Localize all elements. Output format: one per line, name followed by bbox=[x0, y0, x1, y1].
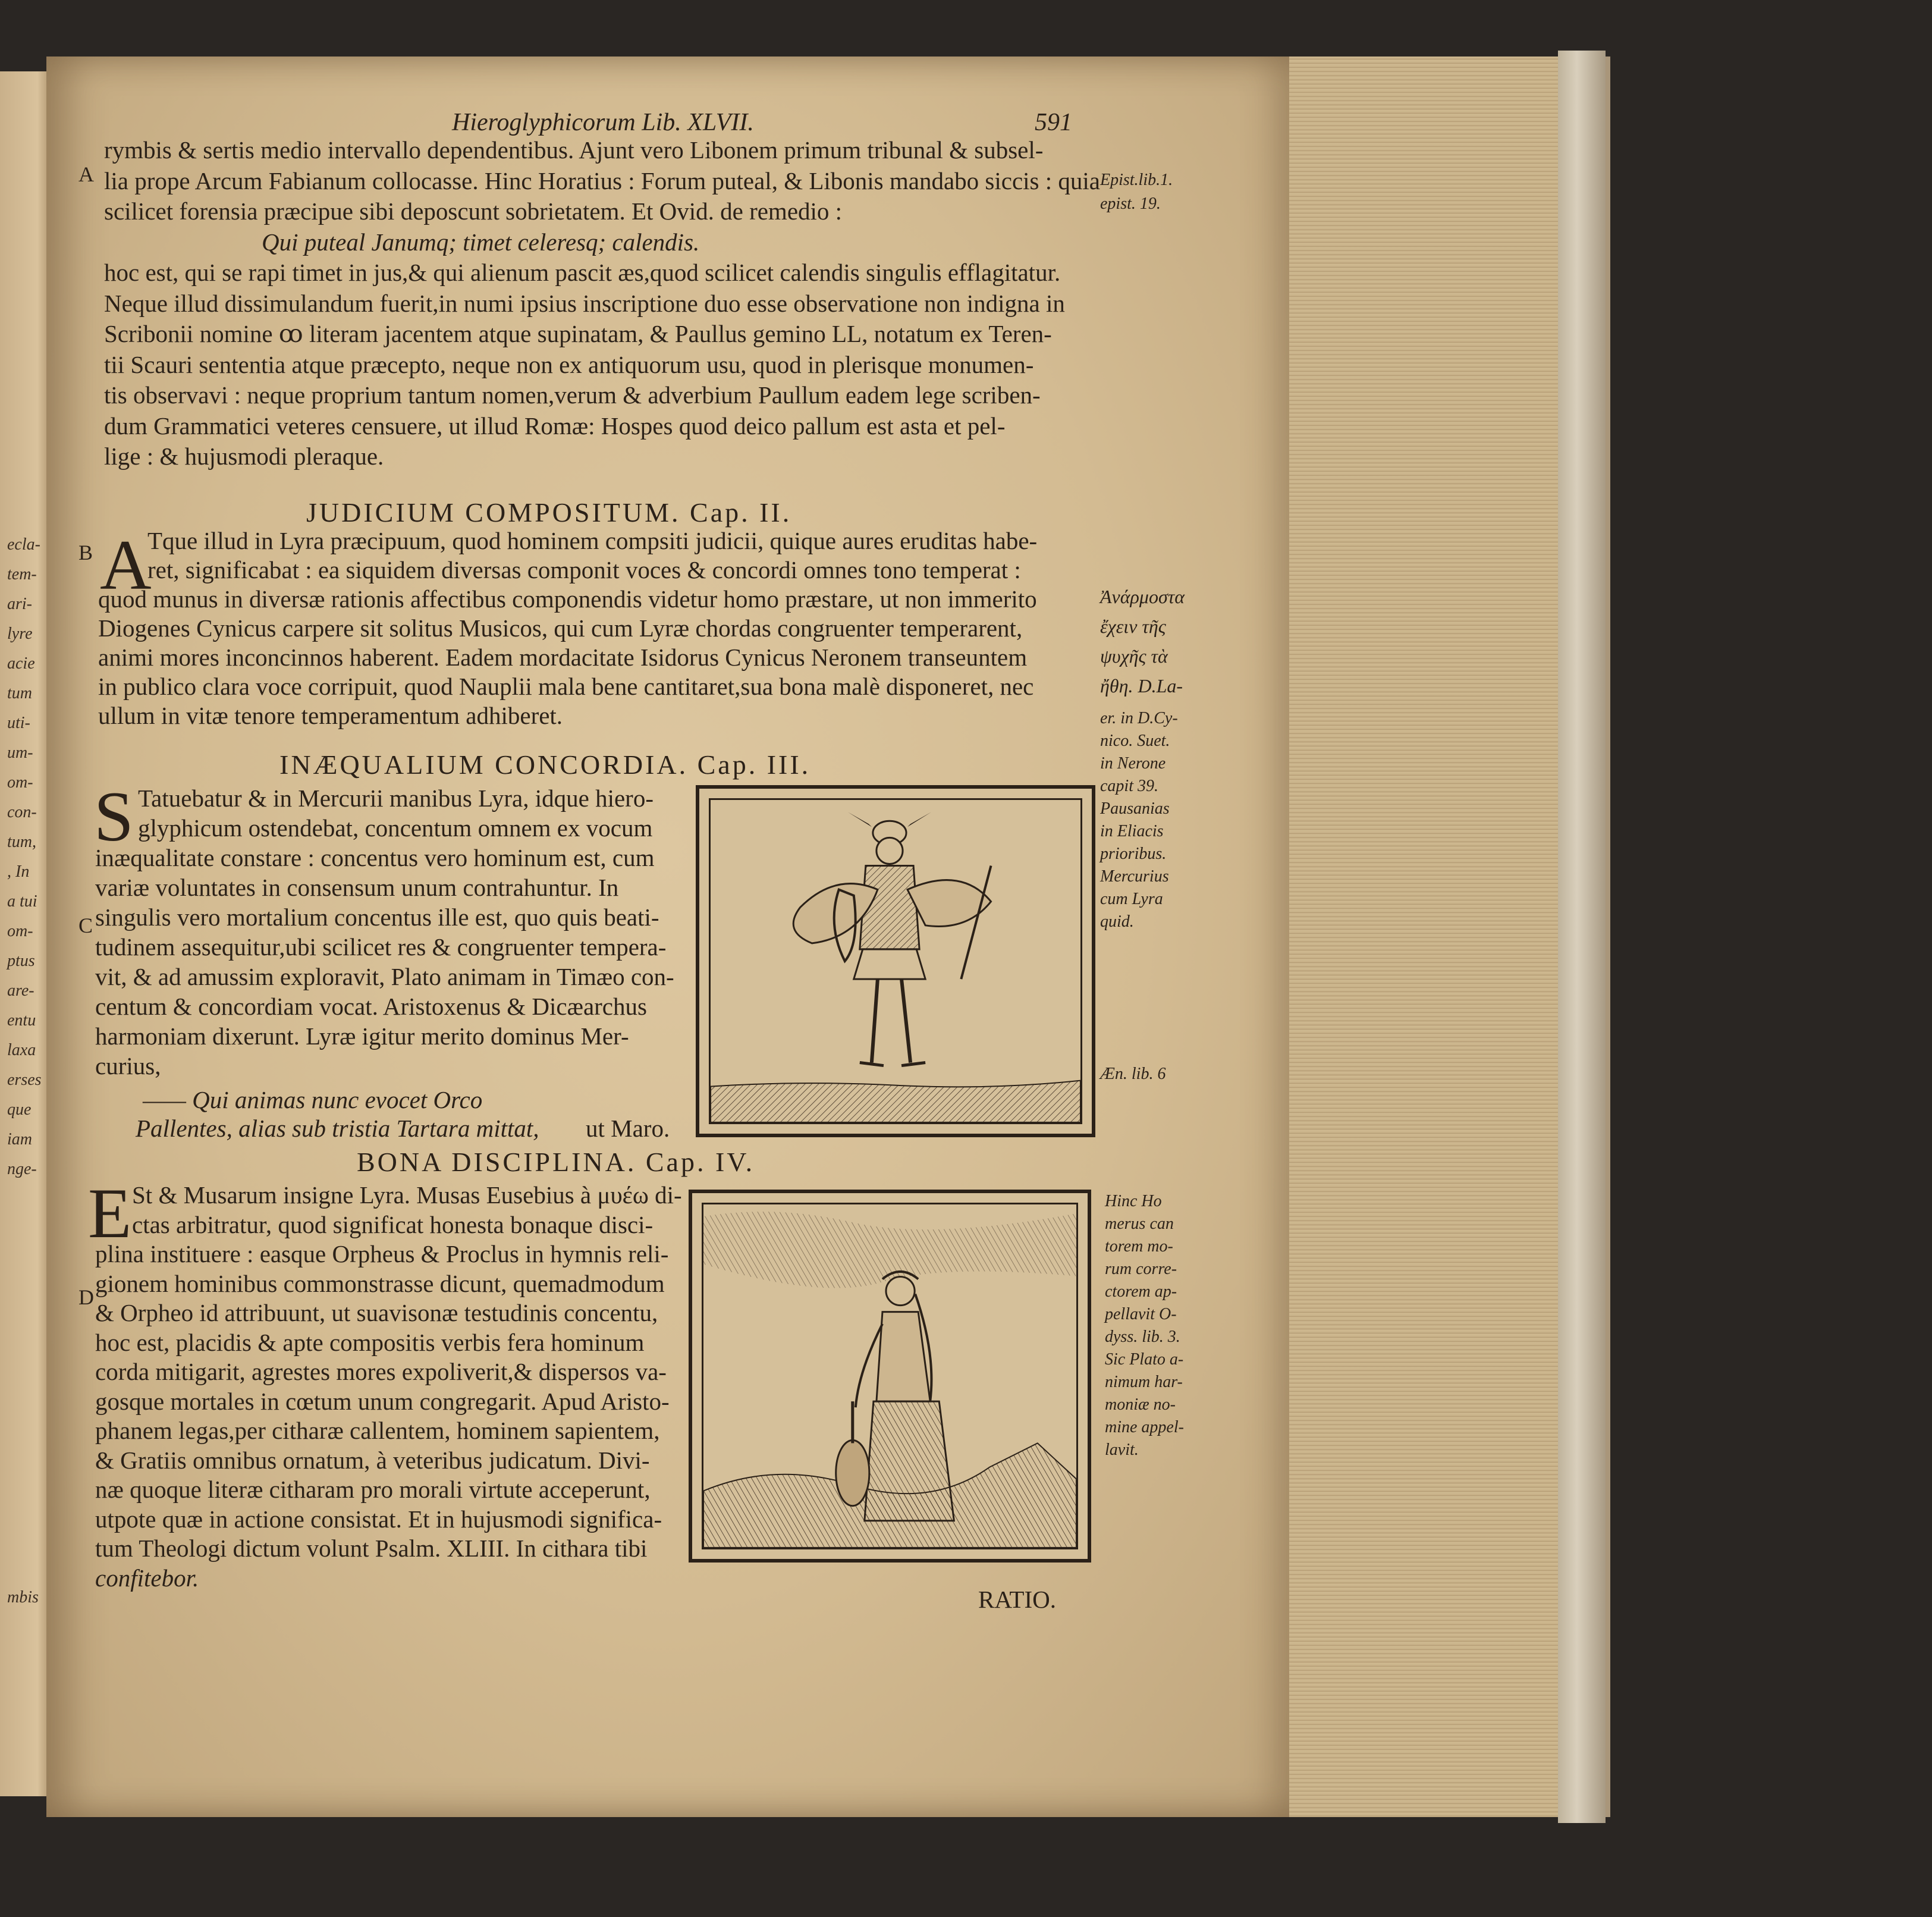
verse-line-1: —— Qui animas nunc evocet Orco bbox=[143, 1086, 483, 1113]
section-letter-a: A bbox=[78, 162, 94, 186]
block1-line: scilicet forensia præcipue sibi deposcunt sobrietatem. Et Ovid. de remedio : bbox=[104, 197, 843, 225]
block1-line: lia prope Arcum Fabianum collocasse. Hinc Horatius : Forum puteal, & Libonis mandabo siccis : quia bbox=[104, 167, 1100, 194]
margin-note-greek: Ἀνάρμοστα bbox=[1100, 586, 1185, 607]
block1-line: rymbis & sertis medio intervallo dependentibus. Ajunt vero Libonem primum tribunal & subsel- bbox=[104, 136, 1044, 164]
margin-note-homer: merus can bbox=[1105, 1215, 1174, 1233]
margin-note-homer: mine appel- bbox=[1105, 1418, 1184, 1436]
margin-note-sources: nico. Suet. bbox=[1100, 732, 1170, 750]
ch3-line: glyphicum ostendebat, concentum omnem ex vocum bbox=[138, 814, 653, 842]
ch3-line: inæqualitate constare : concentus vero hominum est, cum bbox=[95, 844, 655, 871]
chapter-4-heading: BONA DISCIPLINA. Cap. IV. bbox=[357, 1147, 755, 1177]
ch3-line: vit, & ad amussim exploravit, Plato animam in Timæo con- bbox=[95, 963, 674, 990]
ch3-line: variæ voluntates in consensum unum contrahuntur. In bbox=[95, 874, 619, 901]
ch2-line: quod munus in diversæ rationis affectibus componendis videtur homo præstare, ut non immerito bbox=[98, 585, 1037, 613]
mercury-woodcut bbox=[696, 785, 1095, 1137]
left-page-fragment: tum bbox=[7, 684, 32, 702]
ch4-line: & Orpheo id attribuunt, ut suavisonæ testudinis concentu, bbox=[95, 1299, 658, 1326]
muse-figure-icon bbox=[703, 1204, 1076, 1548]
block1-line: Neque illud dissimulandum fuerit,in numi ipsius inscriptione duo esse observatione non indigna in bbox=[104, 289, 1065, 317]
mercury-figure-icon bbox=[711, 800, 1080, 1122]
margin-note-sources: er. in D.Cy- bbox=[1100, 709, 1178, 727]
ch4-line: gosque mortales in cœtum unum congregarit. Apud Aristo- bbox=[95, 1387, 670, 1415]
ch3-line: curius, bbox=[95, 1052, 161, 1080]
margin-note-greek: ψυχῆς τὰ bbox=[1100, 645, 1168, 667]
margin-note-homer: rum corre- bbox=[1105, 1260, 1177, 1278]
book-cover-edge bbox=[1558, 51, 1606, 1823]
left-page-fragment: om- bbox=[7, 922, 33, 940]
left-page-fragment: entu bbox=[7, 1011, 36, 1030]
left-page-fragment: a tui bbox=[7, 892, 37, 911]
left-page-fragment: que bbox=[7, 1100, 32, 1119]
ch4-line: St & Musarum insigne Lyra. Musas Eusebius à μυέω di- bbox=[132, 1181, 682, 1209]
ch4-line: ctas arbitratur, quod significat honesta bonaque disci- bbox=[132, 1210, 654, 1238]
chapter-3-heading: INÆQUALIUM CONCORDIA. Cap. III. bbox=[279, 749, 811, 780]
margin-note-sources: in Eliacis bbox=[1100, 822, 1164, 840]
chapter-3-dropcap: S bbox=[94, 777, 134, 856]
left-page-fragment: laxa bbox=[7, 1041, 36, 1059]
margin-note-greek: ἔχειν τῆς bbox=[1100, 616, 1166, 637]
ch4-line: confitebor. bbox=[95, 1564, 199, 1592]
ch4-line: hoc est, placidis & apte compositis verbis fera hominum bbox=[95, 1328, 645, 1356]
ch4-line: phanem legas,per citharæ callentem, hominem sapientem, bbox=[95, 1417, 660, 1444]
verse-source: ut Maro. bbox=[586, 1115, 670, 1142]
margin-note-sources: capit 39. bbox=[1100, 777, 1158, 795]
section-letter-c: C bbox=[78, 914, 93, 937]
chapter-2-heading: JUDICIUM COMPOSITUM. Cap. II. bbox=[306, 497, 792, 528]
margin-note-aeneid: Æn. lib. 6 bbox=[1100, 1065, 1166, 1083]
left-page-fragment: lyre bbox=[7, 625, 33, 643]
mercury-woodcut-frame bbox=[709, 798, 1082, 1124]
ch2-line: ullum in vitæ tenore temperamentum adhiberet. bbox=[98, 702, 563, 729]
ch4-line: utpote quæ in actione consistat. Et in hujusmodi significa- bbox=[95, 1505, 662, 1533]
left-page-fragment: tum, bbox=[7, 833, 36, 851]
margin-note-homer: nimum har- bbox=[1105, 1373, 1183, 1391]
muse-woodcut bbox=[689, 1190, 1091, 1563]
block1-line: Qui puteal Janumq; timet celeresq; calendis. bbox=[262, 228, 700, 256]
left-page-fragment: uti- bbox=[7, 714, 30, 732]
ch2-line: Tque illud in Lyra præcipuum, quod hominem compsiti judicii, quique aures eruditas habe- bbox=[147, 527, 1038, 554]
left-page-fragment: are- bbox=[7, 981, 34, 1000]
section-letter-b: B bbox=[78, 541, 93, 564]
margin-note-homer: pellavit O- bbox=[1105, 1305, 1177, 1323]
ch3-line: Tatuebatur & in Mercurii manibus Lyra, idque hiero- bbox=[138, 785, 654, 812]
left-page-fragment: con- bbox=[7, 803, 37, 821]
block1-line: tis observavi : neque proprium tantum nomen,verum & adverbium Paullum eadem lege scriben- bbox=[104, 381, 1041, 409]
chapter-2-dropcap: A bbox=[100, 525, 152, 604]
left-page-fragment: ecla- bbox=[7, 535, 40, 554]
margin-note-sources: prioribus. bbox=[1100, 845, 1167, 863]
catchword: RATIO. bbox=[978, 1586, 1056, 1613]
left-page-fragment: um- bbox=[7, 743, 33, 762]
ch2-line: Diogenes Cynicus carpere sit solitus Musicos, qui cum Lyræ chordas congruenter temperarent, bbox=[98, 614, 1023, 642]
ch2-line: in publico clara voce corripuit, quod Nauplii mala bene cantitaret,sua bona malè disponeret, nec bbox=[98, 673, 1034, 700]
page-number: 591 bbox=[1035, 109, 1072, 136]
muse-woodcut-frame bbox=[702, 1203, 1078, 1549]
ch4-line: gionem hominibus commonstrasse dicunt, quemadmodum bbox=[95, 1269, 665, 1297]
left-page-fragment: om- bbox=[7, 773, 33, 792]
block1-line: lige : & hujusmodi pleraque. bbox=[104, 443, 384, 470]
margin-note-epistle: Epist.lib.1. bbox=[1100, 171, 1173, 189]
margin-note-sources: cum Lyra bbox=[1100, 890, 1163, 908]
ch3-line: harmoniam dixerunt. Lyræ igitur merito dominus Mer- bbox=[95, 1022, 629, 1050]
section-letter-d: D bbox=[78, 1285, 94, 1309]
ch4-line: tum Theologi dictum volunt Psalm. XLIII. In cithara tibi bbox=[95, 1535, 648, 1562]
margin-note-sources: quid. bbox=[1100, 912, 1134, 931]
ch3-line: centum & concordiam vocat. Aristoxenus & Dicæarchus bbox=[95, 993, 647, 1020]
ch2-line: animi mores inconcinnos haberent. Eadem mordacitate Isidorus Cynicus Neronem transeuntem bbox=[98, 644, 1028, 671]
block1-line: dum Grammatici veteres censuere, ut illud Romæ: Hospes quod deico pallum est asta et pel- bbox=[104, 412, 1006, 440]
left-page-fragment: iam bbox=[7, 1130, 32, 1149]
ch4-line: & Gratiis omnibus ornatum, à veteribus judicatum. Divi- bbox=[95, 1446, 650, 1474]
ch3-line: tudinem assequitur,ubi scilicet res & congruenter tempera- bbox=[95, 933, 667, 961]
margin-note-homer: torem mo- bbox=[1105, 1237, 1173, 1256]
margin-note-sources: in Nerone bbox=[1100, 754, 1166, 773]
block1-line: Scribonii nomine ꝏ literam jacentem atque supinatam, & Paullus gemino LL, notatum ex Teren- bbox=[104, 320, 1052, 347]
left-page-fragment: mbis bbox=[7, 1588, 39, 1607]
left-page-fragment: acie bbox=[7, 654, 35, 673]
margin-note-homer: Hinc Ho bbox=[1105, 1192, 1162, 1210]
margin-note-homer: dyss. lib. 3. bbox=[1105, 1328, 1180, 1346]
left-page-fragment: , In bbox=[7, 862, 30, 881]
block1-line: hoc est, qui se rapi timet in jus,& qui alienum pascit æs,quod scilicet calendis singulis efflagitatur. bbox=[104, 259, 1061, 286]
verse-line-2: Pallentes, alias sub tristia Tartara mittat, bbox=[136, 1115, 539, 1142]
left-page-fragment: nge- bbox=[7, 1160, 37, 1178]
ch4-line: næ quoque literæ citharam pro morali virtute acceperunt, bbox=[95, 1476, 651, 1503]
ch2-line: ret, significabat : ea siquidem diversas componit voces & concordi omnes tono temperat : bbox=[147, 556, 1021, 583]
left-page-fragment: tem- bbox=[7, 565, 37, 583]
chapter-4-dropcap: E bbox=[88, 1174, 132, 1253]
left-page-fragment: ptus bbox=[7, 952, 35, 970]
ch4-line: plina instituere : easque Orpheus & Proclus in hymnis reli- bbox=[95, 1240, 669, 1267]
running-title: Hieroglyphicorum Lib. XLVII. bbox=[452, 109, 754, 136]
ch3-line: singulis vero mortalium concentus ille est, quo quis beati- bbox=[95, 903, 659, 931]
ch4-line: corda mitigarit, agrestes mores expoliverit,& dispersos va- bbox=[95, 1358, 667, 1385]
block1-line: tii Scauri sententia atque præcepto, neque non ex antiquorum usu, quod in plerisque monumen- bbox=[104, 350, 1034, 378]
margin-note-homer: lavit. bbox=[1105, 1441, 1139, 1459]
margin-note-epistle: epist. 19. bbox=[1100, 194, 1161, 213]
margin-note-sources: Pausanias bbox=[1100, 799, 1170, 818]
margin-note-homer: Sic Plato a- bbox=[1105, 1350, 1184, 1369]
left-page-fragment: erses bbox=[7, 1071, 42, 1089]
margin-note-sources: Mercurius bbox=[1100, 867, 1169, 886]
margin-note-homer: moniæ no- bbox=[1105, 1395, 1176, 1414]
left-page-fragment: ari- bbox=[7, 595, 32, 613]
margin-note-greek: ἤθη. D.La- bbox=[1100, 675, 1183, 696]
margin-note-homer: ctorem ap- bbox=[1105, 1282, 1177, 1301]
